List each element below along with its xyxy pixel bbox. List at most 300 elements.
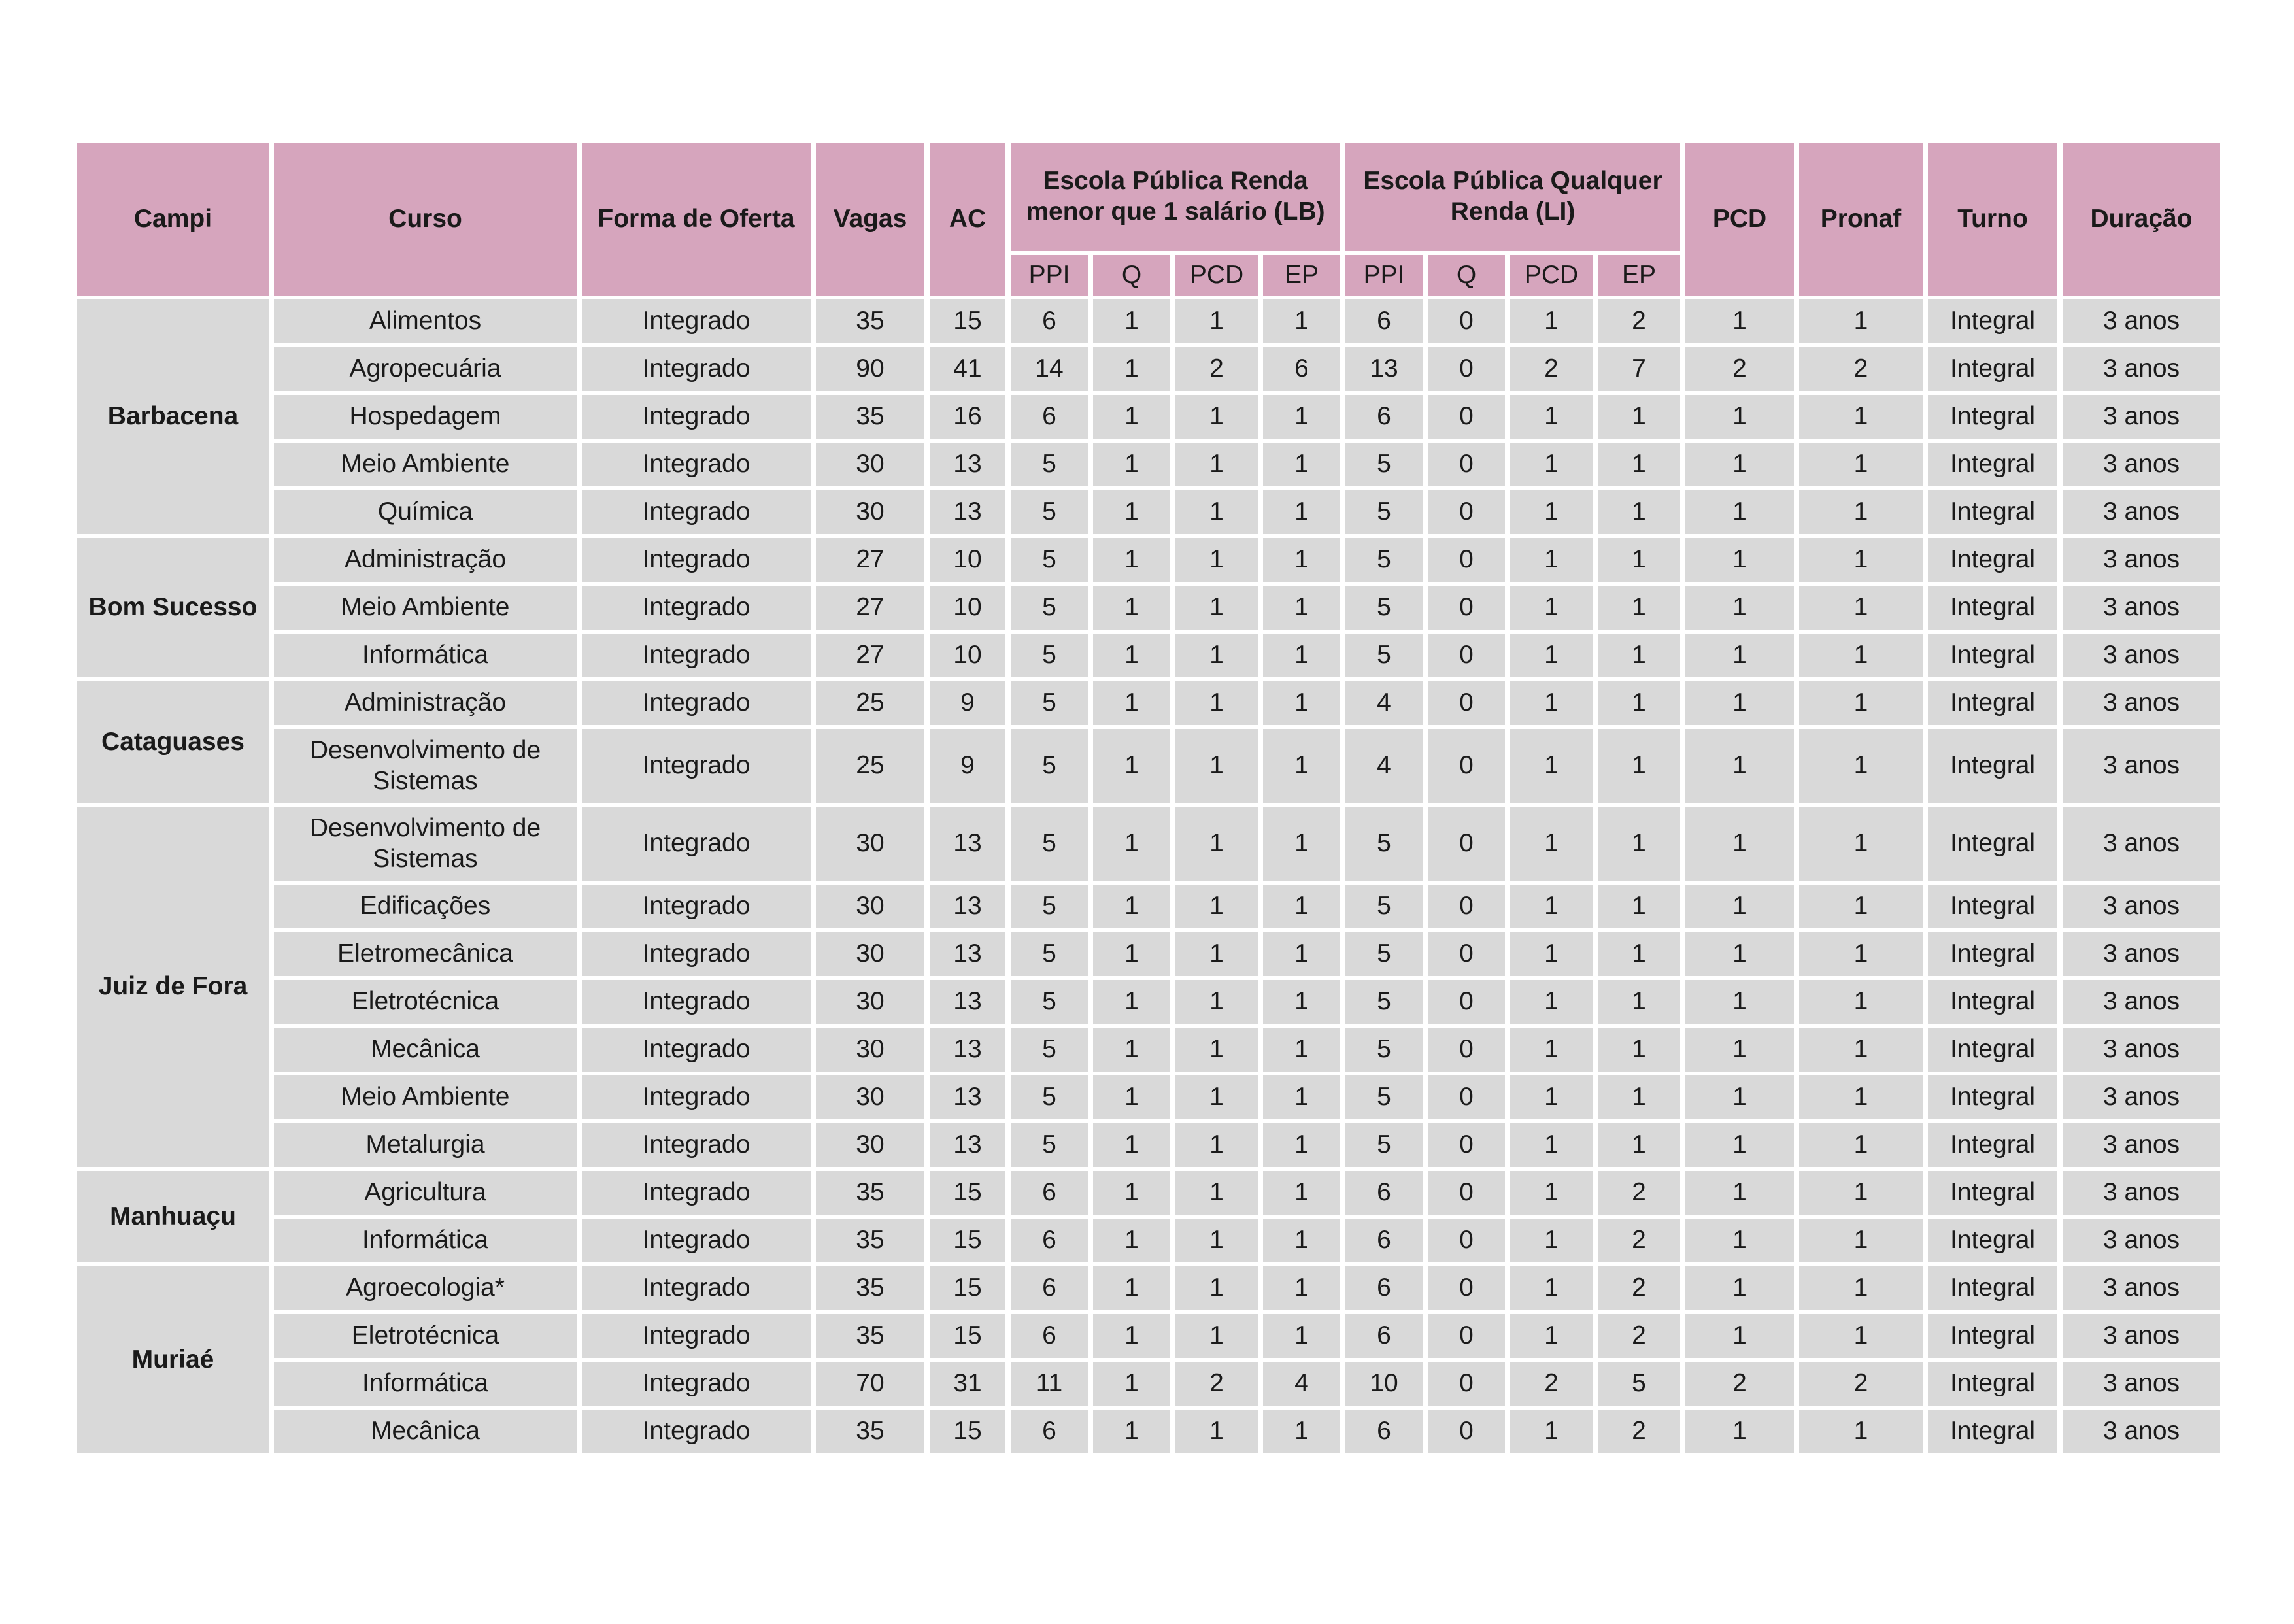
pcd-cell: 1 bbox=[1685, 634, 1794, 677]
ac-cell: 10 bbox=[930, 634, 1005, 677]
li-ppi-cell: 6 bbox=[1345, 1410, 1423, 1453]
lb-ppi-cell: 5 bbox=[1011, 1028, 1088, 1072]
li-pcd-cell: 1 bbox=[1510, 443, 1593, 486]
table-row bbox=[77, 1028, 2220, 1072]
ac-cell: 9 bbox=[930, 681, 1005, 725]
li-q-cell: 0 bbox=[1428, 443, 1505, 486]
pcd-cell: 1 bbox=[1685, 885, 1794, 928]
duracao-cell: 3 anos bbox=[2063, 443, 2220, 486]
table-row bbox=[77, 1219, 2220, 1262]
li-pcd-cell: 1 bbox=[1510, 299, 1593, 343]
vagas-cell: 25 bbox=[816, 681, 924, 725]
pronaf-cell: 1 bbox=[1799, 1075, 1923, 1119]
li-pcd-cell: 1 bbox=[1510, 634, 1593, 677]
curso-cell: Mecânica bbox=[274, 1410, 577, 1453]
vagas-cell: 30 bbox=[816, 1075, 924, 1119]
li-ppi-cell: 6 bbox=[1345, 1266, 1423, 1310]
forma-oferta-cell: Integrado bbox=[582, 443, 811, 486]
campus-cell: Barbacena bbox=[77, 299, 269, 534]
li-q-cell: 0 bbox=[1428, 347, 1505, 391]
duracao-cell: 3 anos bbox=[2063, 347, 2220, 391]
lb-q-cell: 1 bbox=[1093, 1028, 1170, 1072]
lb-pcd-cell: 1 bbox=[1175, 980, 1258, 1024]
subheader-lb-pcd: PCD bbox=[1175, 255, 1258, 296]
li-ep-cell: 2 bbox=[1598, 1410, 1680, 1453]
lb-ep-cell: 4 bbox=[1263, 1362, 1340, 1406]
table-body bbox=[77, 299, 2220, 1453]
table-row bbox=[77, 443, 2220, 486]
pcd-cell: 1 bbox=[1685, 1123, 1794, 1167]
li-ppi-cell: 6 bbox=[1345, 299, 1423, 343]
lb-q-cell: 1 bbox=[1093, 1075, 1170, 1119]
li-ep-cell: 1 bbox=[1598, 586, 1680, 630]
forma-oferta-cell: Integrado bbox=[582, 1219, 811, 1262]
lb-pcd-cell: 1 bbox=[1175, 932, 1258, 976]
pronaf-cell: 1 bbox=[1799, 681, 1923, 725]
duracao-cell: 3 anos bbox=[2063, 490, 2220, 534]
duracao-cell: 3 anos bbox=[2063, 1123, 2220, 1167]
turno-cell: Integral bbox=[1928, 681, 2057, 725]
subheader-lb-ep: EP bbox=[1263, 255, 1340, 296]
curso-cell: Desenvolvimento de Sistemas bbox=[274, 807, 577, 881]
li-pcd-cell: 1 bbox=[1510, 395, 1593, 439]
turno-cell: Integral bbox=[1928, 1266, 2057, 1310]
li-q-cell: 0 bbox=[1428, 729, 1505, 803]
li-ep-cell: 1 bbox=[1598, 634, 1680, 677]
table-row bbox=[77, 299, 2220, 343]
curso-cell: Agropecuária bbox=[274, 347, 577, 391]
ac-cell: 9 bbox=[930, 729, 1005, 803]
lb-ep-cell: 1 bbox=[1263, 807, 1340, 881]
li-q-cell: 0 bbox=[1428, 932, 1505, 976]
duracao-cell: 3 anos bbox=[2063, 395, 2220, 439]
curso-cell: Química bbox=[274, 490, 577, 534]
lb-pcd-cell: 1 bbox=[1175, 538, 1258, 582]
lb-pcd-cell: 1 bbox=[1175, 1123, 1258, 1167]
li-ppi-cell: 13 bbox=[1345, 347, 1423, 391]
pcd-cell: 1 bbox=[1685, 538, 1794, 582]
duracao-cell: 3 anos bbox=[2063, 1075, 2220, 1119]
vagas-cell: 35 bbox=[816, 1410, 924, 1453]
lb-q-cell: 1 bbox=[1093, 1266, 1170, 1310]
pcd-cell: 1 bbox=[1685, 1171, 1794, 1215]
header-ac: AC bbox=[930, 143, 1005, 296]
vagas-cell: 30 bbox=[816, 932, 924, 976]
lb-pcd-cell: 1 bbox=[1175, 1219, 1258, 1262]
pronaf-cell: 1 bbox=[1799, 299, 1923, 343]
li-ppi-cell: 5 bbox=[1345, 807, 1423, 881]
lb-ep-cell: 1 bbox=[1263, 980, 1340, 1024]
vagas-cell: 30 bbox=[816, 1123, 924, 1167]
table-row bbox=[77, 1410, 2220, 1453]
lb-ep-cell: 1 bbox=[1263, 1171, 1340, 1215]
forma-oferta-cell: Integrado bbox=[582, 1266, 811, 1310]
campus-cell: Muriaé bbox=[77, 1266, 269, 1453]
lb-pcd-cell: 1 bbox=[1175, 1075, 1258, 1119]
lb-ppi-cell: 5 bbox=[1011, 538, 1088, 582]
vagas-cell: 35 bbox=[816, 395, 924, 439]
lb-ppi-cell: 5 bbox=[1011, 443, 1088, 486]
li-pcd-cell: 1 bbox=[1510, 980, 1593, 1024]
duracao-cell: 3 anos bbox=[2063, 1314, 2220, 1358]
subheader-li-pcd: PCD bbox=[1510, 255, 1593, 296]
pcd-cell: 1 bbox=[1685, 1266, 1794, 1310]
table-row bbox=[77, 1075, 2220, 1119]
li-ppi-cell: 6 bbox=[1345, 1171, 1423, 1215]
lb-pcd-cell: 1 bbox=[1175, 490, 1258, 534]
li-ppi-cell: 4 bbox=[1345, 729, 1423, 803]
li-q-cell: 0 bbox=[1428, 586, 1505, 630]
lb-ppi-cell: 5 bbox=[1011, 681, 1088, 725]
li-q-cell: 0 bbox=[1428, 1075, 1505, 1119]
turno-cell: Integral bbox=[1928, 980, 2057, 1024]
li-q-cell: 0 bbox=[1428, 1362, 1505, 1406]
curso-cell: Eletrotécnica bbox=[274, 980, 577, 1024]
lb-ep-cell: 1 bbox=[1263, 1219, 1340, 1262]
lb-ppi-cell: 5 bbox=[1011, 807, 1088, 881]
vagas-cell: 35 bbox=[816, 299, 924, 343]
lb-ppi-cell: 5 bbox=[1011, 885, 1088, 928]
lb-q-cell: 1 bbox=[1093, 807, 1170, 881]
turno-cell: Integral bbox=[1928, 1219, 2057, 1262]
li-pcd-cell: 1 bbox=[1510, 885, 1593, 928]
li-ep-cell: 2 bbox=[1598, 1314, 1680, 1358]
li-ep-cell: 2 bbox=[1598, 1219, 1680, 1262]
header-campi: Campi bbox=[77, 143, 269, 296]
ac-cell: 13 bbox=[930, 932, 1005, 976]
li-pcd-cell: 1 bbox=[1510, 1410, 1593, 1453]
li-ep-cell: 1 bbox=[1598, 395, 1680, 439]
lb-q-cell: 1 bbox=[1093, 443, 1170, 486]
duracao-cell: 3 anos bbox=[2063, 1410, 2220, 1453]
li-ppi-cell: 6 bbox=[1345, 395, 1423, 439]
curso-cell: Desenvolvimento de Sistemas bbox=[274, 729, 577, 803]
duracao-cell: 3 anos bbox=[2063, 932, 2220, 976]
table-row bbox=[77, 538, 2220, 582]
pcd-cell: 2 bbox=[1685, 347, 1794, 391]
turno-cell: Integral bbox=[1928, 1410, 2057, 1453]
li-q-cell: 0 bbox=[1428, 634, 1505, 677]
lb-ep-cell: 1 bbox=[1263, 729, 1340, 803]
forma-oferta-cell: Integrado bbox=[582, 1410, 811, 1453]
li-pcd-cell: 1 bbox=[1510, 490, 1593, 534]
pronaf-cell: 1 bbox=[1799, 395, 1923, 439]
pcd-cell: 1 bbox=[1685, 1314, 1794, 1358]
li-q-cell: 0 bbox=[1428, 299, 1505, 343]
forma-oferta-cell: Integrado bbox=[582, 538, 811, 582]
forma-oferta-cell: Integrado bbox=[582, 586, 811, 630]
lb-ep-cell: 1 bbox=[1263, 1075, 1340, 1119]
lb-q-cell: 1 bbox=[1093, 932, 1170, 976]
curso-cell: Eletrotécnica bbox=[274, 1314, 577, 1358]
vagas-cell: 70 bbox=[816, 1362, 924, 1406]
li-ppi-cell: 5 bbox=[1345, 443, 1423, 486]
pronaf-cell: 1 bbox=[1799, 490, 1923, 534]
pcd-cell: 1 bbox=[1685, 1028, 1794, 1072]
pcd-cell: 1 bbox=[1685, 490, 1794, 534]
lb-ppi-cell: 6 bbox=[1011, 1266, 1088, 1310]
ac-cell: 13 bbox=[930, 807, 1005, 881]
li-ppi-cell: 6 bbox=[1345, 1314, 1423, 1358]
li-ep-cell: 1 bbox=[1598, 443, 1680, 486]
header-forma-oferta: Forma de Oferta bbox=[582, 143, 811, 296]
ac-cell: 31 bbox=[930, 1362, 1005, 1406]
lb-pcd-cell: 1 bbox=[1175, 1171, 1258, 1215]
pcd-cell: 1 bbox=[1685, 681, 1794, 725]
pronaf-cell: 1 bbox=[1799, 1219, 1923, 1262]
subheader-lb-q: Q bbox=[1093, 255, 1170, 296]
ac-cell: 13 bbox=[930, 980, 1005, 1024]
li-ppi-cell: 5 bbox=[1345, 1123, 1423, 1167]
li-ep-cell: 7 bbox=[1598, 347, 1680, 391]
li-ep-cell: 1 bbox=[1598, 1123, 1680, 1167]
li-pcd-cell: 1 bbox=[1510, 1123, 1593, 1167]
forma-oferta-cell: Integrado bbox=[582, 980, 811, 1024]
forma-oferta-cell: Integrado bbox=[582, 1314, 811, 1358]
turno-cell: Integral bbox=[1928, 1123, 2057, 1167]
ac-cell: 13 bbox=[930, 885, 1005, 928]
curso-cell: Meio Ambiente bbox=[274, 443, 577, 486]
lb-ppi-cell: 5 bbox=[1011, 490, 1088, 534]
lb-ppi-cell: 6 bbox=[1011, 1314, 1088, 1358]
ac-cell: 10 bbox=[930, 538, 1005, 582]
pcd-cell: 1 bbox=[1685, 443, 1794, 486]
lb-ep-cell: 1 bbox=[1263, 1123, 1340, 1167]
header-duracao: Duração bbox=[2063, 143, 2220, 296]
table-row bbox=[77, 807, 2220, 881]
pronaf-cell: 2 bbox=[1799, 347, 1923, 391]
ac-cell: 13 bbox=[930, 1028, 1005, 1072]
li-ppi-cell: 5 bbox=[1345, 980, 1423, 1024]
turno-cell: Integral bbox=[1928, 1075, 2057, 1119]
header-pcd: PCD bbox=[1685, 143, 1794, 296]
forma-oferta-cell: Integrado bbox=[582, 807, 811, 881]
li-ep-cell: 1 bbox=[1598, 885, 1680, 928]
li-ppi-cell: 5 bbox=[1345, 932, 1423, 976]
li-pcd-cell: 1 bbox=[1510, 538, 1593, 582]
turno-cell: Integral bbox=[1928, 932, 2057, 976]
table-row bbox=[77, 932, 2220, 976]
curso-cell: Administração bbox=[274, 681, 577, 725]
subheader-li-ep: EP bbox=[1598, 255, 1680, 296]
pcd-cell: 2 bbox=[1685, 1362, 1794, 1406]
vacancies-table bbox=[72, 139, 2225, 1457]
ac-cell: 13 bbox=[930, 443, 1005, 486]
duracao-cell: 3 anos bbox=[2063, 586, 2220, 630]
forma-oferta-cell: Integrado bbox=[582, 1075, 811, 1119]
lb-pcd-cell: 1 bbox=[1175, 299, 1258, 343]
header-turno: Turno bbox=[1928, 143, 2057, 296]
vagas-cell: 25 bbox=[816, 729, 924, 803]
li-ep-cell: 1 bbox=[1598, 980, 1680, 1024]
lb-ppi-cell: 5 bbox=[1011, 932, 1088, 976]
li-q-cell: 0 bbox=[1428, 1123, 1505, 1167]
li-q-cell: 0 bbox=[1428, 490, 1505, 534]
lb-pcd-cell: 1 bbox=[1175, 395, 1258, 439]
forma-oferta-cell: Integrado bbox=[582, 885, 811, 928]
table-row bbox=[77, 347, 2220, 391]
forma-oferta-cell: Integrado bbox=[582, 729, 811, 803]
curso-cell: Alimentos bbox=[274, 299, 577, 343]
lb-ppi-cell: 5 bbox=[1011, 980, 1088, 1024]
table-header bbox=[77, 143, 2220, 296]
turno-cell: Integral bbox=[1928, 634, 2057, 677]
vagas-cell: 35 bbox=[816, 1171, 924, 1215]
vagas-cell: 30 bbox=[816, 443, 924, 486]
pronaf-cell: 1 bbox=[1799, 634, 1923, 677]
pcd-cell: 1 bbox=[1685, 1219, 1794, 1262]
pcd-cell: 1 bbox=[1685, 729, 1794, 803]
lb-ep-cell: 1 bbox=[1263, 490, 1340, 534]
duracao-cell: 3 anos bbox=[2063, 1028, 2220, 1072]
lb-ep-cell: 1 bbox=[1263, 1028, 1340, 1072]
li-pcd-cell: 1 bbox=[1510, 1171, 1593, 1215]
duracao-cell: 3 anos bbox=[2063, 980, 2220, 1024]
lb-pcd-cell: 2 bbox=[1175, 347, 1258, 391]
turno-cell: Integral bbox=[1928, 443, 2057, 486]
campus-cell: Bom Sucesso bbox=[77, 538, 269, 677]
li-ppi-cell: 5 bbox=[1345, 1075, 1423, 1119]
ac-cell: 15 bbox=[930, 1314, 1005, 1358]
ac-cell: 15 bbox=[930, 1266, 1005, 1310]
li-q-cell: 0 bbox=[1428, 885, 1505, 928]
lb-ppi-cell: 6 bbox=[1011, 1410, 1088, 1453]
pcd-cell: 1 bbox=[1685, 807, 1794, 881]
li-ep-cell: 2 bbox=[1598, 299, 1680, 343]
table-row bbox=[77, 1123, 2220, 1167]
li-q-cell: 0 bbox=[1428, 395, 1505, 439]
li-pcd-cell: 1 bbox=[1510, 1028, 1593, 1072]
lb-ppi-cell: 6 bbox=[1011, 1219, 1088, 1262]
li-q-cell: 0 bbox=[1428, 1028, 1505, 1072]
campus-cell: Cataguases bbox=[77, 681, 269, 803]
lb-ep-cell: 1 bbox=[1263, 395, 1340, 439]
li-ep-cell: 1 bbox=[1598, 538, 1680, 582]
forma-oferta-cell: Integrado bbox=[582, 299, 811, 343]
pronaf-cell: 2 bbox=[1799, 1362, 1923, 1406]
lb-ep-cell: 1 bbox=[1263, 586, 1340, 630]
lb-ppi-cell: 14 bbox=[1011, 347, 1088, 391]
duracao-cell: 3 anos bbox=[2063, 634, 2220, 677]
header-curso: Curso bbox=[274, 143, 577, 296]
header-group-lb: Escola Pública Renda menor que 1 salário (LB) bbox=[1011, 143, 1340, 251]
curso-cell: Eletromecânica bbox=[274, 932, 577, 976]
lb-pcd-cell: 1 bbox=[1175, 1266, 1258, 1310]
lb-pcd-cell: 1 bbox=[1175, 443, 1258, 486]
duracao-cell: 3 anos bbox=[2063, 1219, 2220, 1262]
ac-cell: 13 bbox=[930, 490, 1005, 534]
duracao-cell: 3 anos bbox=[2063, 538, 2220, 582]
vagas-cell: 90 bbox=[816, 347, 924, 391]
turno-cell: Integral bbox=[1928, 490, 2057, 534]
campus-cell: Juiz de Fora bbox=[77, 807, 269, 1167]
ac-cell: 13 bbox=[930, 1123, 1005, 1167]
forma-oferta-cell: Integrado bbox=[582, 681, 811, 725]
pcd-cell: 1 bbox=[1685, 299, 1794, 343]
li-pcd-cell: 1 bbox=[1510, 807, 1593, 881]
table-row bbox=[77, 634, 2220, 677]
lb-ppi-cell: 5 bbox=[1011, 1075, 1088, 1119]
li-q-cell: 0 bbox=[1428, 1314, 1505, 1358]
lb-pcd-cell: 1 bbox=[1175, 681, 1258, 725]
li-ep-cell: 5 bbox=[1598, 1362, 1680, 1406]
li-pcd-cell: 1 bbox=[1510, 1314, 1593, 1358]
li-pcd-cell: 1 bbox=[1510, 1266, 1593, 1310]
ac-cell: 15 bbox=[930, 1410, 1005, 1453]
lb-pcd-cell: 1 bbox=[1175, 634, 1258, 677]
table-row bbox=[77, 729, 2220, 803]
lb-q-cell: 1 bbox=[1093, 885, 1170, 928]
vagas-cell: 35 bbox=[816, 1266, 924, 1310]
lb-ppi-cell: 11 bbox=[1011, 1362, 1088, 1406]
lb-q-cell: 1 bbox=[1093, 681, 1170, 725]
header-vagas: Vagas bbox=[816, 143, 924, 296]
pronaf-cell: 1 bbox=[1799, 1314, 1923, 1358]
li-ep-cell: 1 bbox=[1598, 490, 1680, 534]
li-ppi-cell: 4 bbox=[1345, 681, 1423, 725]
turno-cell: Integral bbox=[1928, 538, 2057, 582]
table-row bbox=[77, 1362, 2220, 1406]
pronaf-cell: 1 bbox=[1799, 980, 1923, 1024]
lb-ep-cell: 1 bbox=[1263, 1410, 1340, 1453]
li-ep-cell: 1 bbox=[1598, 932, 1680, 976]
li-ep-cell: 1 bbox=[1598, 681, 1680, 725]
lb-ep-cell: 1 bbox=[1263, 299, 1340, 343]
lb-ep-cell: 1 bbox=[1263, 932, 1340, 976]
turno-cell: Integral bbox=[1928, 1314, 2057, 1358]
lb-ppi-cell: 6 bbox=[1011, 299, 1088, 343]
table-row bbox=[77, 980, 2220, 1024]
header-group-li: Escola Pública Qualquer Renda (LI) bbox=[1345, 143, 1680, 251]
ac-cell: 15 bbox=[930, 1171, 1005, 1215]
ac-cell: 13 bbox=[930, 1075, 1005, 1119]
li-ep-cell: 2 bbox=[1598, 1171, 1680, 1215]
subheader-lb-ppi: PPI bbox=[1011, 255, 1088, 296]
lb-q-cell: 1 bbox=[1093, 729, 1170, 803]
lb-ppi-cell: 5 bbox=[1011, 1123, 1088, 1167]
forma-oferta-cell: Integrado bbox=[582, 1362, 811, 1406]
pronaf-cell: 1 bbox=[1799, 443, 1923, 486]
table-row bbox=[77, 1314, 2220, 1358]
turno-cell: Integral bbox=[1928, 1028, 2057, 1072]
header-pronaf: Pronaf bbox=[1799, 143, 1923, 296]
table-row bbox=[77, 395, 2220, 439]
li-pcd-cell: 2 bbox=[1510, 347, 1593, 391]
li-q-cell: 0 bbox=[1428, 1266, 1505, 1310]
li-ep-cell: 2 bbox=[1598, 1266, 1680, 1310]
turno-cell: Integral bbox=[1928, 807, 2057, 881]
duracao-cell: 3 anos bbox=[2063, 807, 2220, 881]
vagas-cell: 35 bbox=[816, 1219, 924, 1262]
curso-cell: Edificações bbox=[274, 885, 577, 928]
vagas-cell: 30 bbox=[816, 1028, 924, 1072]
lb-pcd-cell: 1 bbox=[1175, 1410, 1258, 1453]
table-row bbox=[77, 1171, 2220, 1215]
lb-q-cell: 1 bbox=[1093, 1362, 1170, 1406]
li-ppi-cell: 6 bbox=[1345, 1219, 1423, 1262]
duracao-cell: 3 anos bbox=[2063, 729, 2220, 803]
li-ppi-cell: 5 bbox=[1345, 490, 1423, 534]
lb-pcd-cell: 1 bbox=[1175, 885, 1258, 928]
turno-cell: Integral bbox=[1928, 299, 2057, 343]
pronaf-cell: 1 bbox=[1799, 932, 1923, 976]
pronaf-cell: 1 bbox=[1799, 1123, 1923, 1167]
pronaf-cell: 1 bbox=[1799, 1410, 1923, 1453]
li-q-cell: 0 bbox=[1428, 807, 1505, 881]
lb-q-cell: 1 bbox=[1093, 1219, 1170, 1262]
curso-cell: Meio Ambiente bbox=[274, 1075, 577, 1119]
li-ppi-cell: 10 bbox=[1345, 1362, 1423, 1406]
